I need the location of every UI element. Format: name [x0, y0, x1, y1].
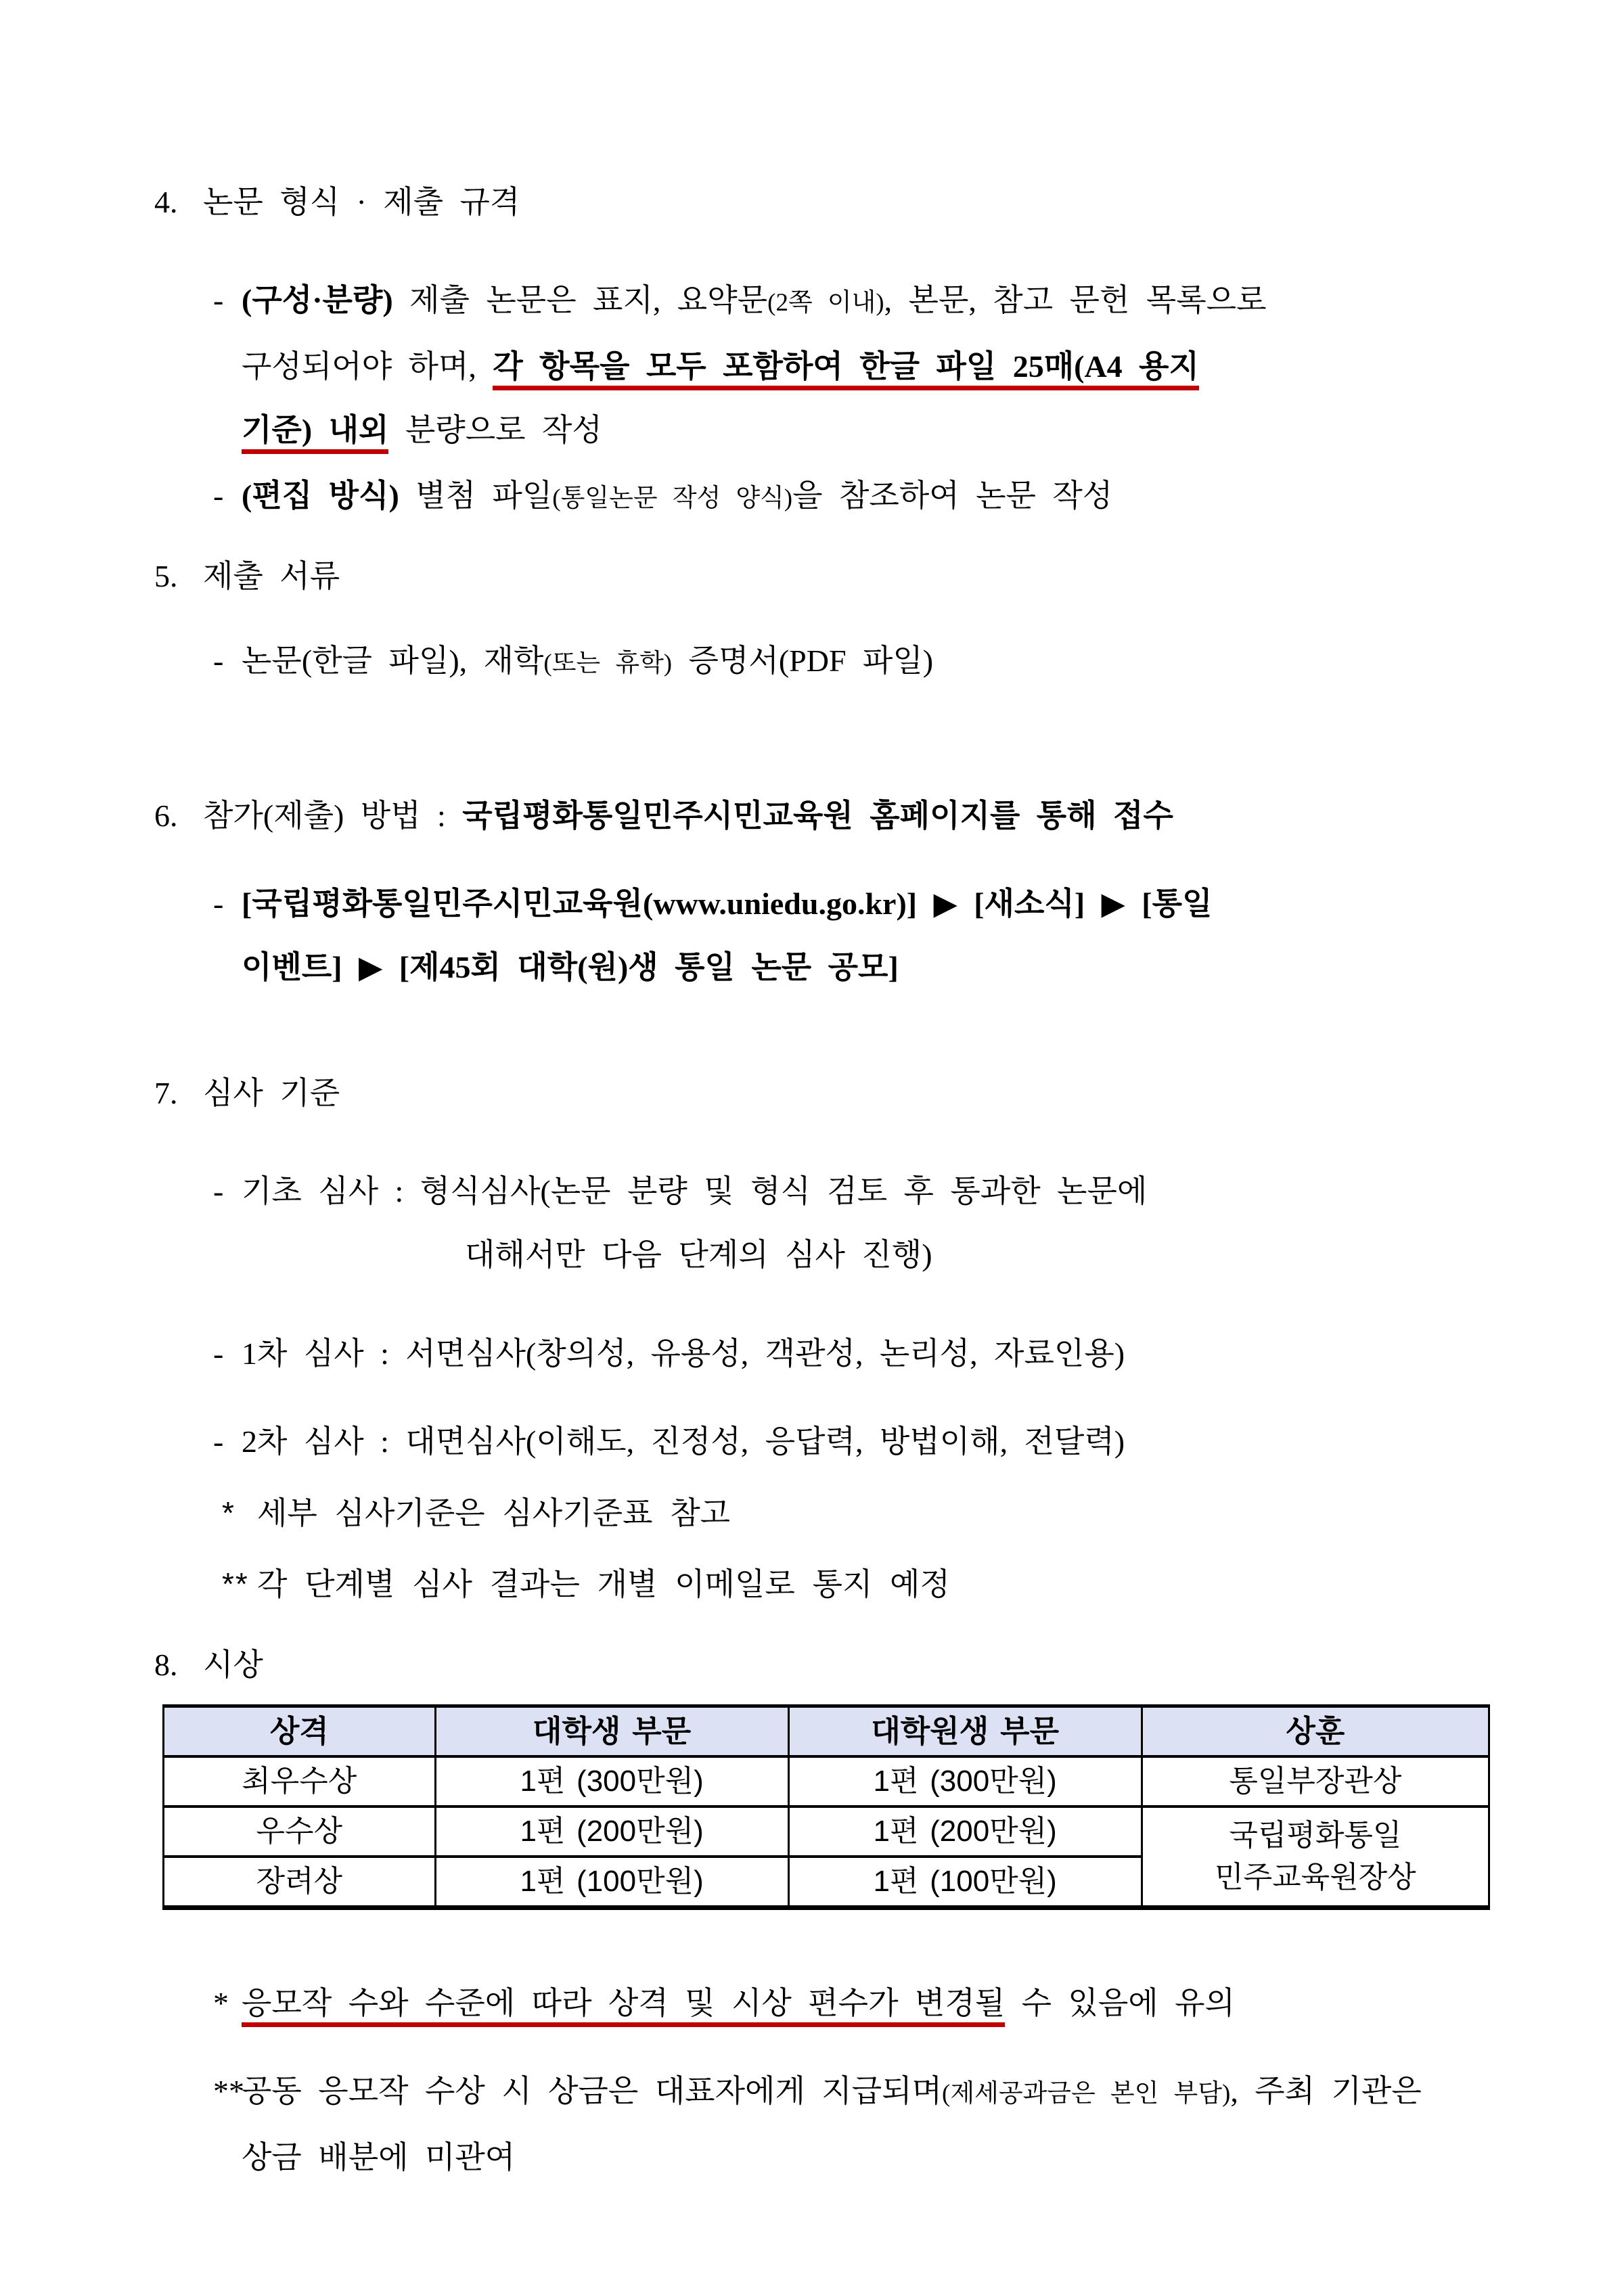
section-heading — [154, 171, 1509, 234]
bullet-marker: * — [213, 1986, 229, 2020]
text-run: 1차 심사 : 서면심사(창의성, 유용성, 객관성, 논리성, 자료인용) — [242, 1336, 1125, 1371]
bullet-second-screening — [154, 1410, 1509, 1474]
note-joint-entry — [154, 2060, 1509, 2189]
section-title: 제출 서류 — [203, 559, 340, 593]
column-header: 대학원생 부문 — [788, 1706, 1142, 1757]
text-run: 을 참조하여 논문 작성 — [792, 478, 1113, 513]
note-marker: ** — [222, 1566, 249, 1601]
text-run: 이벤트] ▶ [제45회 대학(원)생 통일 논문 공모] — [242, 950, 899, 984]
section-number: 7. — [154, 1076, 178, 1110]
red-underline-run: 응모작 수와 수준에 따라 상격 및 시상 편수가 변경될 — [242, 1986, 1005, 2027]
grade-cell: 장려상 — [164, 1857, 436, 1908]
column-header: 상훈 — [1142, 1706, 1489, 1757]
section-heading — [154, 1633, 1509, 1697]
item-text — [242, 2060, 1509, 2189]
bullet-basic-screening — [154, 1160, 1509, 1287]
small-text-run: (제세공과금은 본인 부담) — [942, 2080, 1231, 2108]
text-run: 국립평화통일민주시민교육원 홈페이지를 통해 접수 — [462, 798, 1173, 833]
grade-cell: 최우수상 — [164, 1756, 436, 1807]
table-row — [164, 1756, 1489, 1807]
text-run: 참가(제출) 방법 : — [203, 798, 463, 833]
text-run: 세부 심사기준은 심사기준표 참고 — [257, 1495, 731, 1530]
header-row — [164, 1706, 1489, 1757]
text-run: (구성·분량) — [242, 283, 393, 317]
bullet-first-screening — [154, 1322, 1509, 1386]
section-title: 심사 기준 — [203, 1076, 340, 1110]
column-header: 상격 — [164, 1706, 436, 1757]
text-run: , 본문, 참고 문헌 목록으로 — [884, 283, 1267, 317]
small-text-run: (또는 휴학) — [543, 650, 673, 677]
section-heading — [154, 545, 1509, 608]
column-header: 대학생 부문 — [435, 1706, 788, 1757]
text-run: 논문(한글 파일), 재학 — [242, 643, 544, 678]
grad-cell: 1편 (100만원) — [788, 1857, 1142, 1908]
award-line: 국립평화통일 — [1229, 1819, 1402, 1852]
document-body — [154, 171, 1509, 2189]
college-cell: 1편 (200만원) — [435, 1807, 788, 1857]
text-run: [국립평화통일민주시민교육원(www.uniedu.go.kr)] ▶ [새소식] ▶ [통일 — [242, 886, 1213, 921]
text-run: 별첨 파일 — [399, 478, 553, 513]
text-run: , 주최 기관은 — [1230, 2074, 1422, 2108]
section-number: 8. — [154, 1648, 178, 1682]
section-title: 논문 형식 · 제출 규격 — [203, 185, 520, 219]
bullet-marker: - — [213, 643, 224, 678]
note-award-change — [154, 1972, 1509, 2035]
item-text — [257, 1481, 1509, 1545]
award-cell — [1142, 1807, 1489, 1908]
note-marker: * — [222, 1495, 235, 1530]
section-5 — [154, 545, 1509, 696]
section-heading — [154, 1062, 1509, 1125]
table-head — [164, 1706, 1489, 1757]
bullet-marker: - — [213, 478, 224, 513]
text-run: 증명서(PDF 파일) — [672, 643, 934, 678]
bullet-composition-volume — [154, 269, 1509, 462]
section-number: 6. — [154, 798, 178, 833]
section-number: 4. — [154, 185, 178, 219]
red-underline-run: 기준) 내외 — [242, 413, 388, 454]
item-text — [242, 872, 1509, 999]
section-number: 5. — [154, 559, 178, 593]
bullet-website-path — [154, 872, 1509, 999]
grad-cell: 1편 (200만원) — [788, 1807, 1142, 1857]
award-cell: 통일부장관상 — [1142, 1756, 1489, 1807]
text-run: 2차 심사 : 대면심사(이해도, 진정성, 응답력, 방법이해, 전달력) — [242, 1424, 1125, 1459]
section-8 — [154, 1633, 1509, 1697]
section-title — [203, 784, 1509, 848]
bullet-marker: - — [213, 283, 224, 317]
item-text — [242, 464, 1509, 530]
item-text — [242, 1160, 1509, 1287]
text-run: 대해서만 다음 단계의 심사 진행) — [465, 1237, 932, 1272]
text-run: 제출 논문은 표지, 요약문 — [392, 283, 768, 317]
item-text — [242, 269, 1509, 462]
award-line: 민주교육원장상 — [1215, 1861, 1416, 1894]
grad-cell: 1편 (300만원) — [788, 1756, 1142, 1807]
bullet-marker: - — [213, 1336, 224, 1371]
section-title: 시상 — [203, 1648, 263, 1682]
bullet-marker: - — [213, 1424, 224, 1459]
text-run: 각 단계별 심사 결과는 개별 이메일로 통지 예정 — [257, 1566, 950, 1601]
bullet-document-list — [154, 629, 1509, 696]
college-cell: 1편 (100만원) — [435, 1857, 788, 1908]
section-7 — [154, 1062, 1509, 1616]
bullet-marker: ** — [213, 2074, 244, 2108]
section-heading — [154, 784, 1509, 848]
text-run: 수 있음에 유의 — [1005, 1986, 1235, 2020]
note-detail-criteria — [154, 1481, 1509, 1545]
text-run: 분량으로 작성 — [388, 413, 602, 447]
note-email-notification — [154, 1552, 1509, 1616]
college-cell: 1편 (300만원) — [435, 1756, 788, 1807]
bullet-marker: - — [213, 1174, 224, 1208]
small-text-run: (2쪽 이내) — [767, 289, 884, 317]
item-text — [242, 1410, 1509, 1474]
small-text-run: (통일논문 작성 양식) — [552, 484, 793, 512]
bullet-marker: - — [213, 886, 224, 921]
item-text — [257, 1552, 1509, 1616]
grade-cell: 우수상 — [164, 1807, 436, 1857]
section-4 — [154, 171, 1509, 530]
text-run: 기초 심사 : 형식심사(논문 분량 및 형식 검토 후 통과한 논문에 — [242, 1174, 1148, 1208]
item-text — [242, 1972, 1509, 2035]
table-row — [164, 1807, 1489, 1857]
text-run: 상금 배분에 미관여 — [242, 2140, 516, 2175]
awards-table — [162, 1704, 1490, 1910]
item-text — [242, 629, 1509, 696]
item-text — [242, 1322, 1509, 1386]
text-run: 공동 응모작 수상 시 상금은 대표자에게 지급되며 — [242, 2074, 943, 2108]
text-run: 구성되어야 하며, — [242, 349, 493, 384]
red-underline-run: 각 항목을 모두 포함하여 한글 파일 25매(A4 용지 — [493, 349, 1199, 390]
table-body — [164, 1756, 1489, 1908]
bullet-editing-method — [154, 464, 1509, 530]
section-6 — [154, 784, 1509, 999]
text-run: (편집 방식) — [242, 478, 399, 513]
